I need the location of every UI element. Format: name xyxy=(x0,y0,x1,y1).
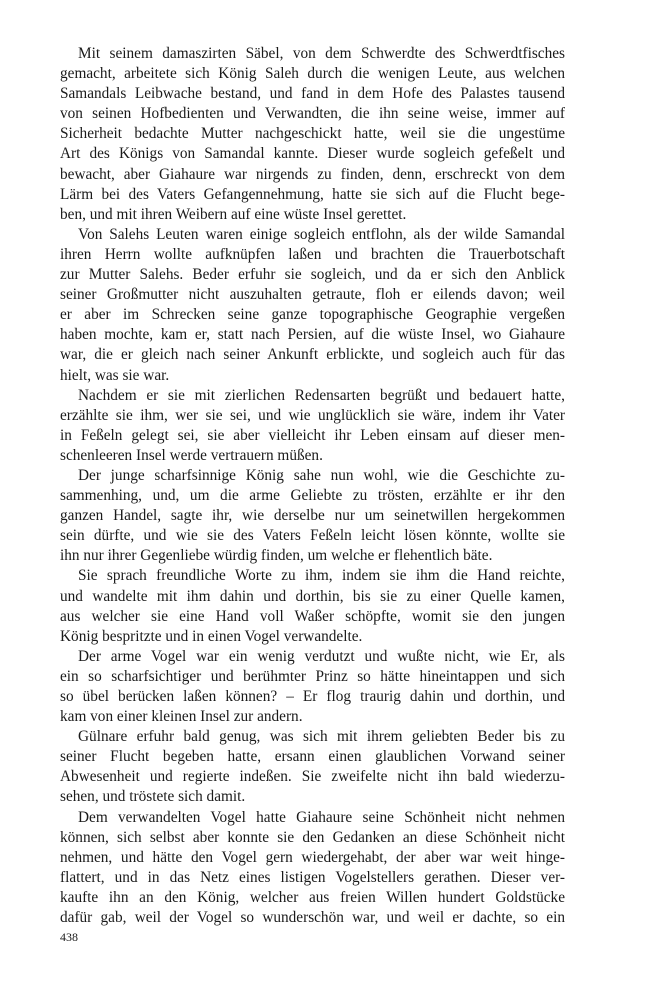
text-line: Samandals Leibwache bestand, und fand in dem Hofe des Palastes tausend xyxy=(60,85,565,103)
text-line: ben, und mit ihren Weibern auf eine wüste Insel gerettet. xyxy=(60,205,407,223)
text-line: Der junge scharfsinnige König sahe nun wohl, wie die Geschichte zu- xyxy=(78,466,565,484)
text-line: zur Mutter Salehs. Beder erfuhr sie sogleich, und da er sich den Anblick xyxy=(60,266,565,284)
text-line: bewacht, aber Giahaure war nirgends zu finden, denn, erschreckt von dem xyxy=(60,165,565,183)
text-line: Gülnare erfuhr bald genug, was sich mit ihrem geliebten Beder bis zu xyxy=(78,728,565,746)
paragraph xyxy=(60,727,565,807)
text-line: so übel berücken laßen können? – Er flog traurig dahin und dorthin, und xyxy=(60,688,565,705)
paragraph xyxy=(60,466,565,566)
text-line: Abwesenheit und regierte indeßen. Sie zweifelte nicht ihn bald wiederzu- xyxy=(60,768,565,786)
paragraph xyxy=(60,566,565,646)
text-line: sein dürfte, und wie sie des Vaters Feßeln leicht lösen könnte, wollte sie xyxy=(60,527,565,545)
text-line: von seinen Hofbedienten und Verwandten, die ihn seine weise, immer auf xyxy=(60,105,565,123)
text-line: ganzen Handel, sagte ihr, wie derselbe nur um seinetwillen hergekommen xyxy=(60,507,565,525)
text-line: Mit seinem damaszirten Säbel, von dem Schwerdte des Schwerdtfisches xyxy=(78,45,565,62)
text-line: Von Salehs Leuten waren einige sogleich entflohn, als der wilde Samandal xyxy=(78,225,565,243)
text-line: ihren Herrn wollte aufknüpfen laßen und brachten die Trauerbotschaft xyxy=(60,245,565,263)
text-line: sammenhing, und, um die arme Geliebte zu trösten, erzählte er ihr den xyxy=(60,487,565,505)
text-line: flattert, und in das Netz eines listigen Vogelstellers gerathen. Dieser ver- xyxy=(60,868,565,886)
paragraph xyxy=(60,225,565,386)
text-line: ihn nur ihrer Gegenliebe würdig finden, um welche er flehentlich bäte. xyxy=(60,547,493,565)
text-line: in Feßeln gelegt sei, sie aber vielleicht ihr Leben einsam auf dieser men- xyxy=(60,426,565,444)
text-line: und wandelte mit ihm dahin und dorthin, bis sie zu einer Quelle kamen, xyxy=(60,587,565,605)
text-line: nehmen, und hätte den Vogel gern wiedergehabt, der aber war weit hinge- xyxy=(60,848,565,866)
text-line: seiner Großmutter nicht auszuhalten getraute, floh er eilends davon; weil xyxy=(60,286,565,304)
text-line: König bespritzte und in einen Vogel verwandelte. xyxy=(60,627,363,645)
text-line: aus welcher sie eine Hand voll Waßer schöpfte, womit sie den jungen xyxy=(60,607,565,625)
page-number: 438 xyxy=(60,930,78,944)
paragraph xyxy=(60,386,565,466)
text-line: dafür gab, weil der Vogel so wunderschön war, und weil er dachte, so ein xyxy=(60,909,565,927)
text-line: hielt, was sie war. xyxy=(60,366,170,384)
paragraph xyxy=(60,647,565,727)
text-line: sehen, und tröstete sich damit. xyxy=(60,788,246,806)
text-line: er aber im Schrecken seine ganze topographische Geographie vergeßen xyxy=(60,306,565,324)
text-line: Sicherheit bedachte Mutter nachgeschickt hatte, weil sie die ungestüme xyxy=(60,125,565,143)
text-line: kaufte ihn an den König, welcher aus freien Willen hundert Goldstücke xyxy=(60,888,565,906)
text-line: erzählte sie ihm, wer sie sei, und wie unglücklich sie wäre, indem ihr Vater xyxy=(60,406,565,424)
text-line: ein so scharfsichtiger und berühmter Prinz so hätte hineintappen und sich xyxy=(60,667,565,685)
text-line: Lärm bei des Vaters Gefangennehmung, hatte sie sich auf die Flucht bege- xyxy=(60,185,565,203)
text-line: haben mochte, kam er, statt nach Persien, auf die wüste Insel, wo Giahaure xyxy=(60,326,565,344)
text-line: seiner Flucht begeben hatte, ersann einen glaublichen Vorwand seiner xyxy=(60,748,565,766)
text-line: Art des Königs von Samandal kannte. Dieser wurde sogleich gefeßelt und xyxy=(60,145,565,163)
paragraph xyxy=(60,44,565,225)
text-line: kam von einer kleinen Insel zur andern. xyxy=(60,708,303,726)
text-line: schenleeren Insel werde vertrauern müßen. xyxy=(60,446,323,464)
text-line: Der arme Vogel war ein wenig verdutzt und wußte nicht, wie Er, als xyxy=(78,647,565,665)
page-body xyxy=(60,44,565,944)
text-line: war, die er gleich nach seiner Ankunft erblickte, und sogleich auch für das xyxy=(60,346,565,364)
text-line: Nachdem er sie mit zierlichen Redensarten begrüßt und bedauert hatte, xyxy=(78,386,565,404)
paragraph xyxy=(60,808,565,929)
text-line: Sie sprach freundliche Worte zu ihm, indem sie ihm die Hand reichte, xyxy=(78,567,565,585)
text-line: Dem verwandelten Vogel hatte Giahaure seine Schönheit nicht nehmen xyxy=(78,808,565,826)
text-line: gemacht, arbeitete sich König Saleh durch die wenigen Leute, aus welchen xyxy=(60,65,565,83)
text-line: können, sich selbst aber konnte sie den Gedanken an diese Schönheit nicht xyxy=(60,828,565,846)
